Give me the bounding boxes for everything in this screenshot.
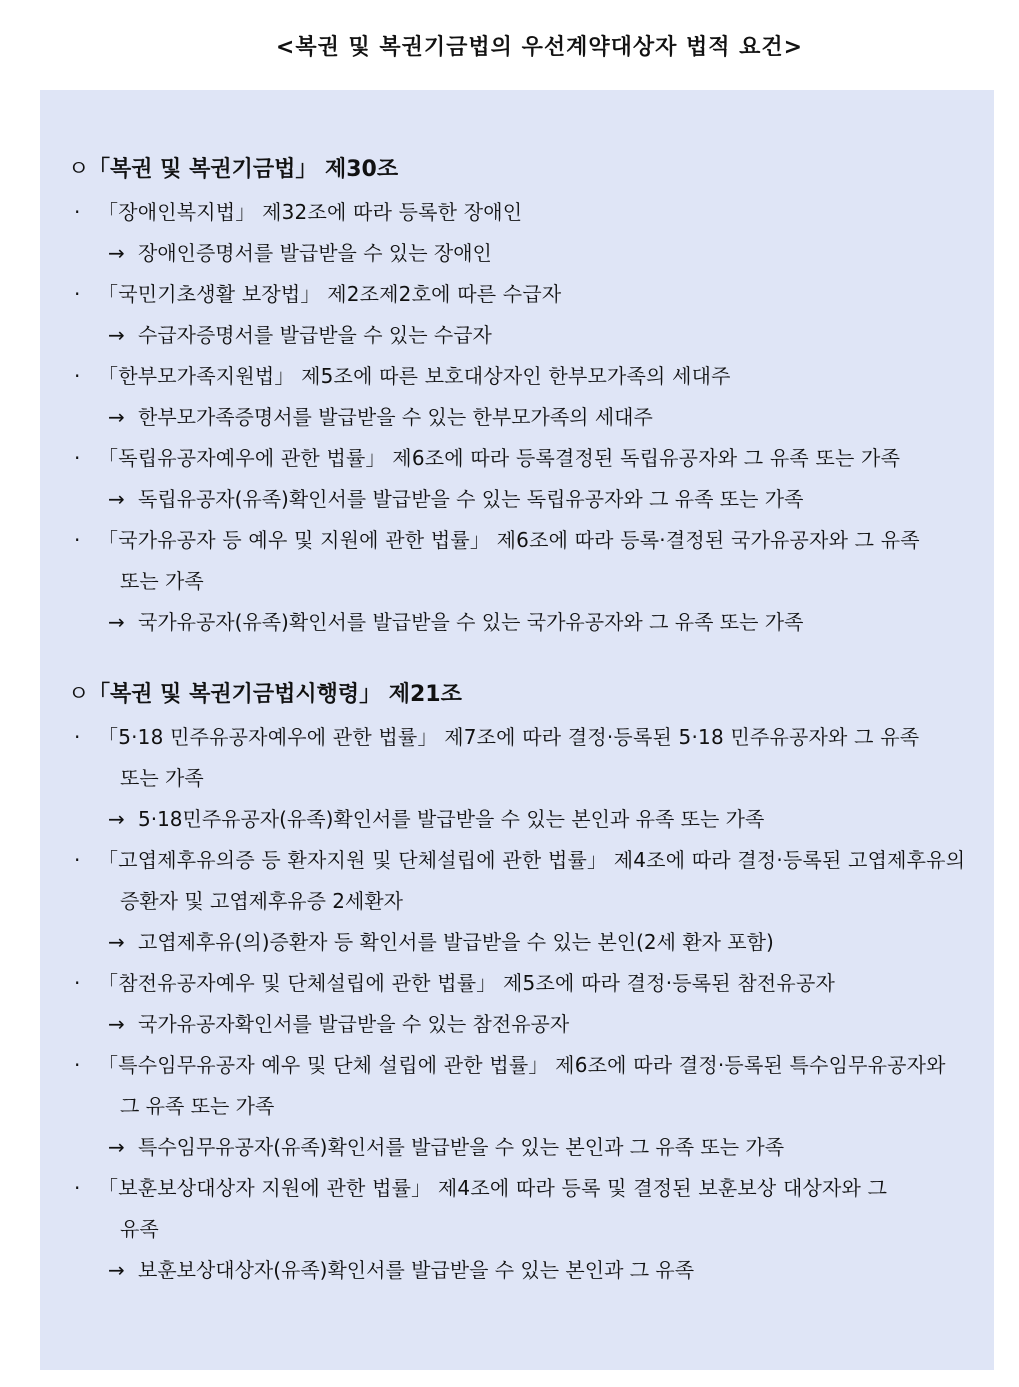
section-heading-text: 「복권 및 복권기금법」 제30조 xyxy=(88,157,399,182)
certificate-text: 수급자증명서를 발급받을 수 있는 수급자 xyxy=(138,323,492,347)
requirement-item xyxy=(68,840,982,963)
certificate-text: 한부모가족증명서를 발급받을 수 있는 한부모가족의 세대주 xyxy=(138,405,653,429)
bullet-dot-icon: · xyxy=(74,848,81,872)
right-arrow-icon: → xyxy=(108,807,125,831)
law-section xyxy=(68,677,982,1291)
requirement-item xyxy=(68,1045,982,1168)
requirement-condition xyxy=(68,438,982,479)
required-certificate xyxy=(68,1250,982,1291)
requirement-text: 「5·18 민주유공자예우에 관한 법률」 제7조에 따라 결정·등록된 5·18 민주유공자와 그 유족 xyxy=(98,725,920,749)
required-certificate xyxy=(68,922,982,963)
requirement-text: 「국민기초생활 보장법」 제2조제2호에 따른 수급자 xyxy=(98,282,562,306)
requirement-text: 「보훈보상대상자 지원에 관한 법률」 제4조에 따라 등록 및 결정된 보훈보상 대상자와 그 xyxy=(98,1176,888,1200)
section-heading xyxy=(68,152,982,188)
bullet-dot-icon: · xyxy=(74,282,81,306)
right-arrow-icon: → xyxy=(108,1258,125,1282)
right-arrow-icon: → xyxy=(108,610,125,634)
certificate-text: 국가유공자확인서를 발급받을 수 있는 참전유공자 xyxy=(138,1012,570,1036)
document-title: <복권 및 복권기금법의 우선계약대상자 법적 요건> xyxy=(275,35,804,60)
requirement-text-continuation: 또는 가족 xyxy=(120,569,204,593)
requirement-text: 「국가유공자 등 예우 및 지원에 관한 법률」 제6조에 따라 등록·결정된 국가유공자와 그 유족 xyxy=(98,528,920,552)
requirement-condition xyxy=(68,1045,982,1086)
right-arrow-icon: → xyxy=(108,487,125,511)
bullet-dot-icon: · xyxy=(74,364,81,388)
required-certificate xyxy=(68,315,982,356)
requirement-condition xyxy=(68,717,982,758)
requirement-condition xyxy=(68,963,982,1004)
requirement-condition xyxy=(68,1168,982,1209)
requirement-text: 「독립유공자예우에 관한 법률」 제6조에 따라 등록결정된 독립유공자와 그 유족 또는 가족 xyxy=(98,446,901,470)
required-certificate xyxy=(68,799,982,840)
circle-marker-icon: ㅇ xyxy=(68,157,90,182)
requirement-text: 「한부모가족지원법」 제5조에 따른 보호대상자인 한부모가족의 세대주 xyxy=(98,364,731,388)
certificate-text: 장애인증명서를 발급받을 수 있는 장애인 xyxy=(138,241,492,265)
required-certificate xyxy=(68,397,982,438)
bullet-dot-icon: · xyxy=(74,528,81,552)
requirement-text-continuation: 증환자 및 고엽제후유증 2세환자 xyxy=(120,889,403,913)
requirement-item xyxy=(68,274,982,356)
bullet-dot-icon: · xyxy=(74,200,81,224)
certificate-text: 보훈보상대상자(유족)확인서를 발급받을 수 있는 본인과 그 유족 xyxy=(138,1258,695,1282)
law-section xyxy=(68,152,982,643)
requirement-item xyxy=(68,356,982,438)
requirement-text-continuation: 또는 가족 xyxy=(120,766,204,790)
requirement-item xyxy=(68,192,982,274)
requirement-text-continuation: 그 유족 또는 가족 xyxy=(120,1094,275,1118)
right-arrow-icon: → xyxy=(108,323,125,347)
bullet-dot-icon: · xyxy=(74,446,81,470)
requirement-condition xyxy=(68,356,982,397)
requirement-text: 「특수임무유공자 예우 및 단체 설립에 관한 법률」 제6조에 따라 결정·등록된 특수임무유공자와 xyxy=(98,1053,946,1077)
bullet-dot-icon: · xyxy=(74,971,81,995)
requirement-condition xyxy=(68,520,982,561)
requirement-item xyxy=(68,438,982,520)
right-arrow-icon: → xyxy=(108,1135,125,1159)
bullet-dot-icon: · xyxy=(74,1053,81,1077)
required-certificate xyxy=(68,602,982,643)
required-certificate xyxy=(68,479,982,520)
requirement-text: 「고엽제후유의증 등 환자지원 및 단체설립에 관한 법률」 제4조에 따라 결정·등록된 고엽제후유의 xyxy=(98,848,966,872)
requirements-box xyxy=(40,90,994,1370)
certificate-text: 독립유공자(유족)확인서를 발급받을 수 있는 독립유공자와 그 유족 또는 가족 xyxy=(138,487,804,511)
right-arrow-icon: → xyxy=(108,930,125,954)
requirement-text: 「참전유공자예우 및 단체설립에 관한 법률」 제5조에 따라 결정·등록된 참전유공자 xyxy=(98,971,835,995)
certificate-text: 5·18민주유공자(유족)확인서를 발급받을 수 있는 본인과 유족 또는 가족 xyxy=(138,807,765,831)
bullet-dot-icon: · xyxy=(74,725,81,749)
requirement-item xyxy=(68,1168,982,1291)
certificate-text: 국가유공자(유족)확인서를 발급받을 수 있는 국가유공자와 그 유족 또는 가족 xyxy=(138,610,804,634)
required-certificate xyxy=(68,1004,982,1045)
bullet-dot-icon: · xyxy=(74,1176,81,1200)
requirement-text-continuation: 유족 xyxy=(120,1217,159,1241)
requirement-condition xyxy=(68,274,982,315)
right-arrow-icon: → xyxy=(108,405,125,429)
circle-marker-icon: ㅇ xyxy=(68,682,90,707)
section-heading xyxy=(68,677,982,713)
right-arrow-icon: → xyxy=(108,1012,125,1036)
required-certificate xyxy=(68,1127,982,1168)
requirement-item xyxy=(68,717,982,840)
requirement-condition xyxy=(68,192,982,233)
requirement-item xyxy=(68,963,982,1045)
certificate-text: 특수임무유공자(유족)확인서를 발급받을 수 있는 본인과 그 유족 또는 가족 xyxy=(138,1135,785,1159)
section-heading-text: 「복권 및 복권기금법시행령」 제21조 xyxy=(88,682,462,707)
right-arrow-icon: → xyxy=(108,241,125,265)
requirement-condition xyxy=(68,840,982,881)
certificate-text: 고엽제후유(의)증환자 등 확인서를 발급받을 수 있는 본인(2세 환자 포함) xyxy=(138,930,774,954)
requirement-item xyxy=(68,520,982,643)
requirement-text: 「장애인복지법」 제32조에 따라 등록한 장애인 xyxy=(98,200,523,224)
required-certificate xyxy=(68,233,982,274)
